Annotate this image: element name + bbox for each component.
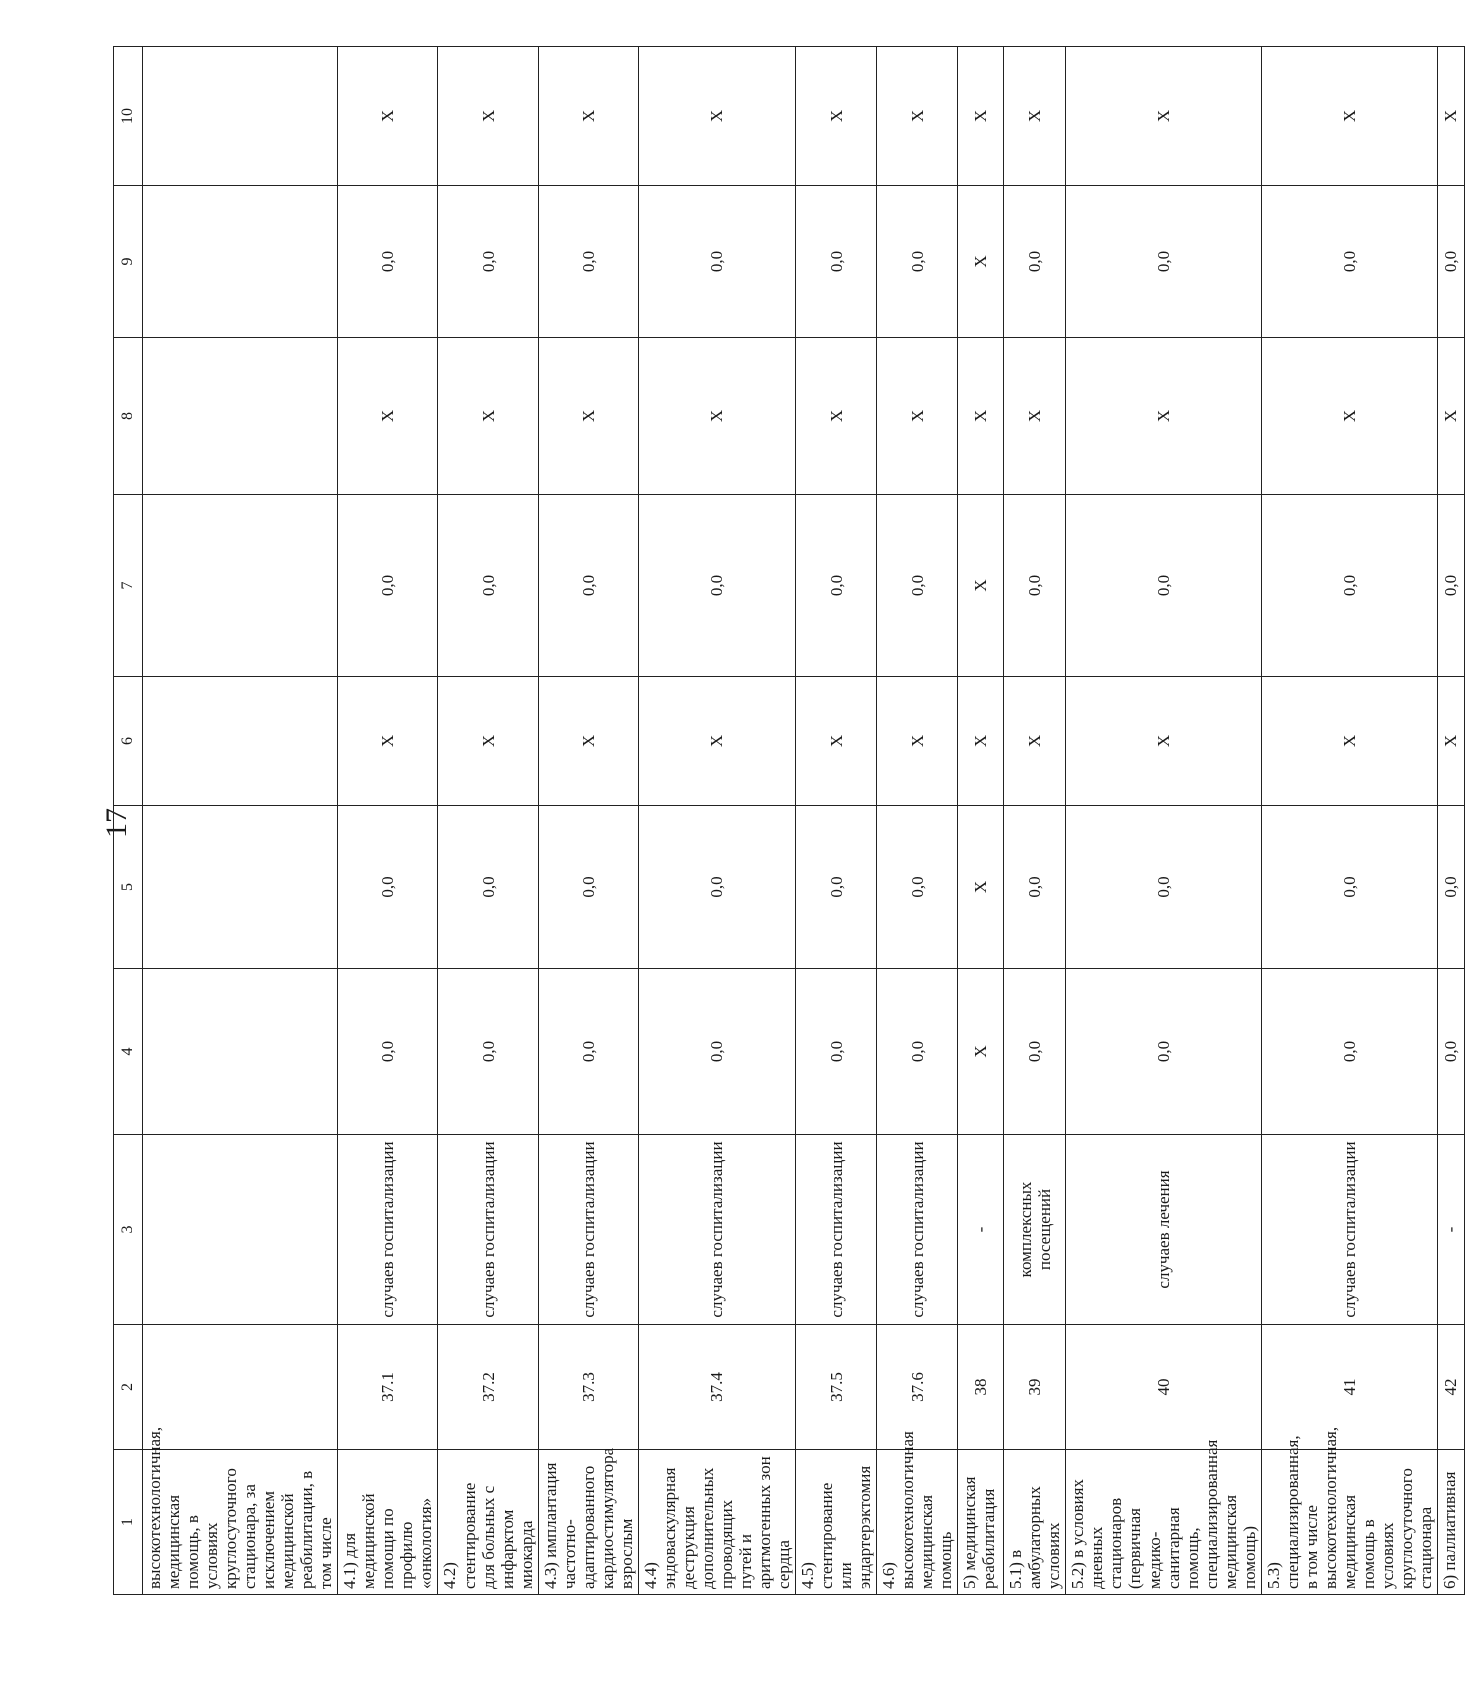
table-cell: Х xyxy=(338,47,438,186)
page-number: 17 xyxy=(100,808,133,838)
table-cell: - xyxy=(958,1135,1004,1325)
table-cell: Х xyxy=(438,338,538,495)
table-row xyxy=(1261,47,1437,1595)
column-number: 2 xyxy=(114,1325,143,1450)
table-cell xyxy=(143,47,338,186)
table-cell: - xyxy=(1437,1135,1464,1325)
table-cell: Х xyxy=(1261,677,1437,806)
table-cell: 0,0 xyxy=(1261,969,1437,1135)
table-cell: 0,0 xyxy=(338,186,438,338)
data-table xyxy=(113,46,1465,1595)
table-cell: Х xyxy=(538,47,638,186)
table-cell: 0,0 xyxy=(877,186,958,338)
table-cell: Х xyxy=(1066,47,1261,186)
table-cell: Х xyxy=(1437,677,1464,806)
table-cell: 0,0 xyxy=(638,969,795,1135)
table-cell: 37.1 xyxy=(338,1325,438,1450)
table-cell: случаев госпитализации xyxy=(438,1135,538,1325)
table-cell: Х xyxy=(638,47,795,186)
table-cell: 37.4 xyxy=(638,1325,795,1450)
table-cell: Х xyxy=(796,677,877,806)
table-cell: Х xyxy=(796,338,877,495)
table-cell: 6) паллиативная xyxy=(1437,1450,1464,1595)
table-cell: 0,0 xyxy=(796,806,877,969)
table-cell: 37.2 xyxy=(438,1325,538,1450)
table-cell: 4.1) для медицинской помощи по профилю «онкология» xyxy=(338,1450,438,1595)
table-cell xyxy=(143,1325,338,1450)
column-number: 5 xyxy=(114,806,143,969)
table-cell: Х xyxy=(958,338,1004,495)
table-cell: 0,0 xyxy=(338,969,438,1135)
table-cell: 0,0 xyxy=(638,806,795,969)
column-number: 4 xyxy=(114,969,143,1135)
table-cell: 37.3 xyxy=(538,1325,638,1450)
table-cell: 0,0 xyxy=(1066,186,1261,338)
table-cell: Х xyxy=(438,677,538,806)
column-number: 7 xyxy=(114,495,143,677)
table-cell: 0,0 xyxy=(1066,806,1261,969)
table-row xyxy=(1004,47,1066,1595)
table-cell: 0,0 xyxy=(438,186,538,338)
table-cell: Х xyxy=(1066,677,1261,806)
table-cell: 4.4) эндоваскулярная деструкция дополнительных проводящих путей и аритмогенных зон сердца xyxy=(638,1450,795,1595)
table-cell: случаев лечения xyxy=(1066,1135,1261,1325)
table-cell: Х xyxy=(1437,47,1464,186)
table-cell: 0,0 xyxy=(538,186,638,338)
table-cell: 41 xyxy=(1261,1325,1437,1450)
table-cell: 0,0 xyxy=(1066,495,1261,677)
table-cell: 0,0 xyxy=(1437,495,1464,677)
table-cell: Х xyxy=(1261,47,1437,186)
table-row xyxy=(1066,47,1261,1595)
table-row xyxy=(438,47,538,1595)
table-cell: 0,0 xyxy=(1261,806,1437,969)
column-number: 9 xyxy=(114,186,143,338)
table-cell: Х xyxy=(538,677,638,806)
table-cell: Х xyxy=(958,495,1004,677)
table-cell xyxy=(143,677,338,806)
table-cell: Х xyxy=(1004,677,1066,806)
table-cell: случаев госпитализации xyxy=(877,1135,958,1325)
table-cell: 0,0 xyxy=(638,186,795,338)
table-cell: 0,0 xyxy=(877,495,958,677)
table-cell: 4.3) имплантация частотно-адаптированного кардиостимулятора взрослым xyxy=(538,1450,638,1595)
table-cell xyxy=(143,338,338,495)
table-cell: 0,0 xyxy=(1437,969,1464,1135)
table-cell: Х xyxy=(338,677,438,806)
table-cell: 39 xyxy=(1004,1325,1066,1450)
table-cell: 0,0 xyxy=(438,495,538,677)
column-number: 10 xyxy=(114,47,143,186)
table-cell: Х xyxy=(796,47,877,186)
table-cell xyxy=(143,806,338,969)
table-cell: случаев госпитализации xyxy=(538,1135,638,1325)
table-cell: 38 xyxy=(958,1325,1004,1450)
table-cell: Х xyxy=(877,47,958,186)
table-cell: Х xyxy=(1004,47,1066,186)
table-cell: 5.1) в амбулаторных условиях xyxy=(1004,1450,1066,1595)
table-cell: 37.5 xyxy=(796,1325,877,1450)
table-row xyxy=(1437,47,1464,1595)
table-cell: 0,0 xyxy=(338,495,438,677)
table-cell: Х xyxy=(338,338,438,495)
table-cell: 0,0 xyxy=(1004,969,1066,1135)
column-number: 8 xyxy=(114,338,143,495)
table-cell: 0,0 xyxy=(796,969,877,1135)
table-cell: Х xyxy=(1004,338,1066,495)
table-cell xyxy=(143,186,338,338)
table-row xyxy=(958,47,1004,1595)
table-cell: 42 xyxy=(1437,1325,1464,1450)
table-cell: случаев госпитализации xyxy=(338,1135,438,1325)
table-cell: 0,0 xyxy=(1437,806,1464,969)
table-cell: 0,0 xyxy=(1437,186,1464,338)
table-cell: Х xyxy=(958,969,1004,1135)
table-cell: Х xyxy=(1066,338,1261,495)
table-row xyxy=(796,47,877,1595)
table-cell xyxy=(143,495,338,677)
table-cell: 4.6) высокотехнологичная медицинская помощь xyxy=(877,1450,958,1595)
table-cell: 0,0 xyxy=(538,495,638,677)
column-number-row xyxy=(114,47,143,1595)
table-cell: 0,0 xyxy=(638,495,795,677)
table-cell: Х xyxy=(958,806,1004,969)
table-cell: 0,0 xyxy=(877,969,958,1135)
table-cell: Х xyxy=(638,677,795,806)
table-cell: 0,0 xyxy=(1261,495,1437,677)
column-number: 6 xyxy=(114,677,143,806)
table-cell: Х xyxy=(438,47,538,186)
table-cell: случаев госпитализации xyxy=(1261,1135,1437,1325)
table-cell: 40 xyxy=(1066,1325,1261,1450)
table-cell: 0,0 xyxy=(338,806,438,969)
table-cell: 5) медицинская реабилитация xyxy=(958,1450,1004,1595)
table-cell: 0,0 xyxy=(1066,969,1261,1135)
table-cell: 0,0 xyxy=(796,186,877,338)
table-cell: Х xyxy=(958,186,1004,338)
table-cell: Х xyxy=(538,338,638,495)
table-cell: 4.5) стентирование или эндартерэктомия xyxy=(796,1450,877,1595)
column-number: 3 xyxy=(114,1135,143,1325)
table-row xyxy=(338,47,438,1595)
table-cell: Х xyxy=(1261,338,1437,495)
table-cell: Х xyxy=(958,677,1004,806)
table-cell: 0,0 xyxy=(1004,495,1066,677)
table-cell: 0,0 xyxy=(438,806,538,969)
table-cell xyxy=(143,1135,338,1325)
table-cell: 5.3) специализированная, в том числе высокотехнологичная, медицинская помощь в условиях круглосуточного стационара xyxy=(1261,1450,1437,1595)
table-cell: комплексных посещений xyxy=(1004,1135,1066,1325)
table-cell: 0,0 xyxy=(796,495,877,677)
table-cell: 5.2) в условиях дневных стационаров (первичная медико-санитарная помощь, специализированная медицинская помощь) xyxy=(1066,1450,1261,1595)
table-cell: 0,0 xyxy=(1261,186,1437,338)
table-cell: 0,0 xyxy=(1004,186,1066,338)
table-cell: высокотехнологичная, медицинская помощь, в условиях круглосуточного стационара, за исключением медицинской реабилитации, в том числе xyxy=(143,1450,338,1595)
table-cell: 0,0 xyxy=(1004,806,1066,969)
table-cell: 37.6 xyxy=(877,1325,958,1450)
table-cell: Х xyxy=(958,47,1004,186)
column-number: 1 xyxy=(114,1450,143,1595)
table-cell: Х xyxy=(877,677,958,806)
table-cell: 0,0 xyxy=(538,806,638,969)
table-row xyxy=(638,47,795,1595)
table-cell xyxy=(143,969,338,1135)
table-cell: Х xyxy=(1437,338,1464,495)
table-row xyxy=(877,47,958,1595)
table-row xyxy=(143,47,338,1595)
table-cell: 0,0 xyxy=(438,969,538,1135)
table-cell: 0,0 xyxy=(877,806,958,969)
table-cell: Х xyxy=(877,338,958,495)
table-row xyxy=(538,47,638,1595)
table-cell: случаев госпитализации xyxy=(796,1135,877,1325)
table-cell: 0,0 xyxy=(538,969,638,1135)
table-cell: Х xyxy=(638,338,795,495)
table-cell: 4.2) стентирование для больных с инфарктом миокарда xyxy=(438,1450,538,1595)
table-cell: случаев госпитализации xyxy=(638,1135,795,1325)
